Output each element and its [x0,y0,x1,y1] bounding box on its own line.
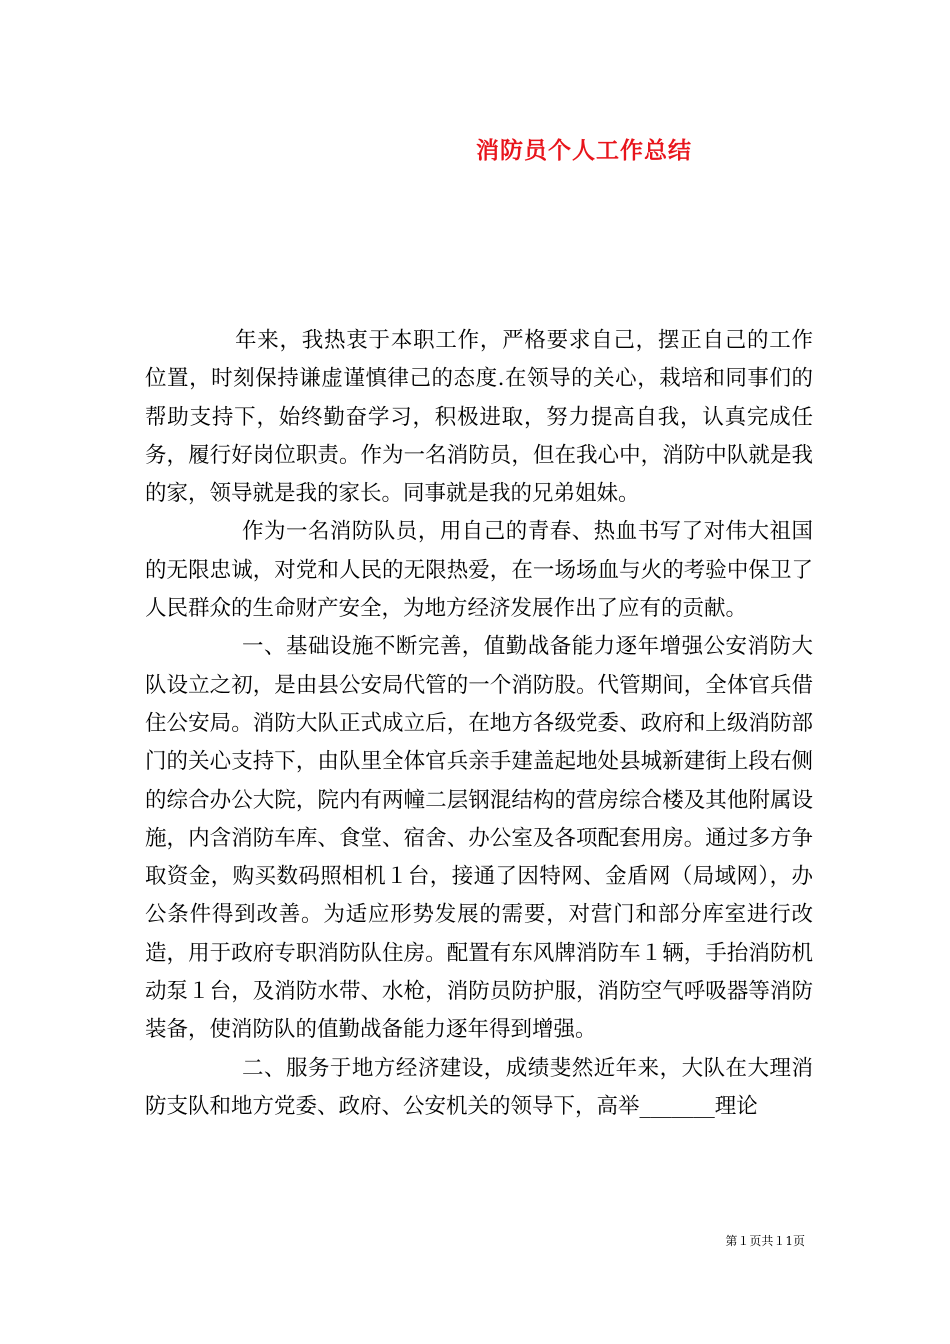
document-title: 消防员个人工作总结 [476,137,692,164]
document-body [145,322,813,1126]
paragraph-section-two: 二、服务于地方经济建设，成绩斐然近年来，大队在大理消防支队和地方党委、政府、公安机关的领导下，高举_______理论 [145,1055,813,1119]
paragraph-intro: 年来，我热衷于本职工作，严格要求自己，摆正自己的工作位置，时刻保持谦虚谨慎律己的态度.在领导的关心，栽培和同事们的帮助支持下，始终勤奋学习，积极进取，努力提高自我，认真完成任务，履行好岗位职责。作为一名消防员，但在我心中，消防中队就是我的家，领导就是我的家长。同事就是我的兄弟姐妹。 [145,328,813,507]
page-number: 第１页共１1页 [725,1234,805,1248]
paragraph-devotion: 作为一名消防队员，用自己的青春、热血书写了对伟大祖国的无限忠诚，对党和人民的无限热爱，在一场场血与火的考验中保卫了人民群众的生命财产安全，为地方经济发展作出了应有的贡献。 [145,519,813,622]
paragraph-section-one: 一、基础设施不断完善，值勤战备能力逐年增强公安消防大队设立之初，是由县公安局代管的一个消防股。代管期间，全体官兵借住公安局。消防大队正式成立后，在地方各级党委、政府和上级消防部门的关心支持下，由队里全体官兵亲手建盖起地处县城新建街上段右侧的综合办公大院，院内有两幢二层钢混结构的营房综合楼及其他附属设施，内含消防车库、食堂、宿舍、办公室及各项配套用房。通过多方争取资金，购买数码照相机１台，接通了因特网、金盾网（局域网），办公条件得到改善。为适应形势发展的需要，对营门和部分库室进行改造，用于政府专职消防队住房。配置有东风牌消防车１辆，手抬消防机动泵１台，及消防水带、水枪，消防员防护服，消防空气呼吸器等消防装备，使消防队的值勤战备能力逐年得到增强。 [145,634,813,1043]
